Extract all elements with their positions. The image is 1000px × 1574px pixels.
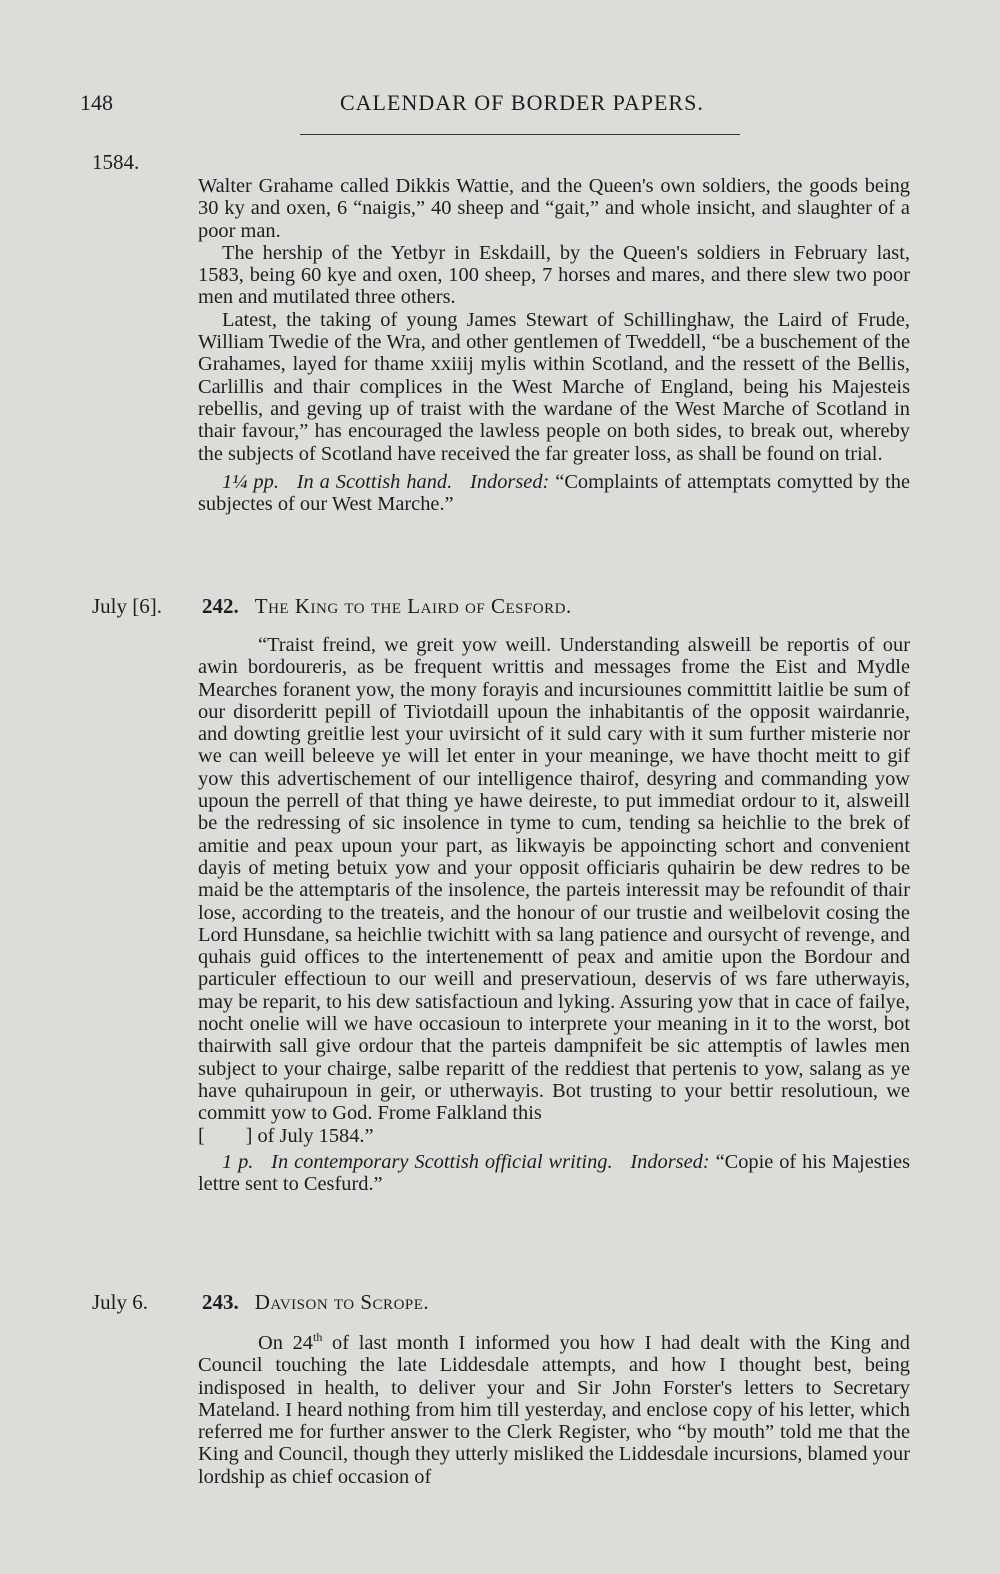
paragraph: Walter Grahame called Dikkis Wattie, and the Queen's own soldiers, the goods being 30 ky and oxen, 6 “naigis,” 40 sheep and “gait,” and whole insicht, and slaughter of a poor man.: [198, 175, 910, 242]
margin-year: 1584.: [92, 150, 140, 174]
page-header: [80, 90, 920, 130]
paragraph-start: On 24: [258, 1332, 314, 1354]
paragraph: The hership of the Yetbyr in Eskdaill, by the Queen's soldiers in February last, 1583, being 60 kye and oxen, 100 sheep, 7 horses and mares, and there slew two poor men and mutilated three others.: [198, 241, 910, 309]
entry-title: Davison to Scrope.: [254, 1290, 430, 1314]
note-indorsed-text: “Copie of his Majesties lettre sent to Cesfurd.”: [198, 1150, 911, 1196]
note-hand: In contemporary Scottish official writing.: [271, 1150, 613, 1173]
entry-242-body: [198, 634, 910, 1195]
entry-243-heading: [202, 1290, 429, 1315]
entry-243-body: [198, 1332, 910, 1488]
running-title: CALENDAR OF BORDER PAPERS.: [340, 90, 704, 115]
note-size: 1 p.: [222, 1150, 254, 1173]
note-indorsed-label: Indorsed:: [630, 1150, 710, 1173]
letter-closing: [ ] of July 1584.”: [198, 1124, 374, 1147]
superscript: th: [313, 1330, 323, 1345]
header-rule: [300, 134, 740, 135]
entry-number: 243.: [202, 1290, 239, 1314]
margin-date-243: July 6.: [92, 1290, 149, 1314]
entry-number: 242.: [202, 594, 239, 618]
entry-title: The King to the Laird of Cesford.: [254, 594, 572, 618]
paragraph: [198, 1332, 910, 1488]
note-indorsed-text: “Complaints of attemptats comytted by the subjectes of our West Marche.”: [198, 470, 911, 516]
margin-date-242: July [6].: [92, 594, 162, 618]
entry-241-continuation: [198, 175, 910, 515]
note-indorsed-label: Indorsed:: [470, 470, 550, 493]
letter-text: “Traist freind, we greit yow weill. Understanding alsweill be reportis of our awin bordoureris, as be frequent writtis and messages frome the Eist and Mydle Mearches foranent yow, the mony forayis and incursiounes committitt laitlie be sum of our disorderitt pepill of Tiviotdaill upoun the inhabitantis of the opposit wairdanrie, and dowting greitlie lest your uvirsicht of it suld cary with it sum further misterie nor we can weill beleeve ye will let enter in your meaninge, we have thocht meitt to gif yow this advertischement of our intelligence thairof, desyring and commanding yow upoun the perrell of that thing ye hawe deireste, to put immediat ordour to it, alsweill be the redressing of sic insolence in tyme to cum, tending sa heichlie to the brek of amitie and peax upoun your part, as likwayis be appoincting schort and convenient dayis of meting betuix yow and your opposit officiaris quhairin be dew redres to be maid be the attemptaris of the insolence, the parteis interessit may be refoundit of thair lose, according to the treateis, and the honour of our trustie and weilbelovit cosing the Lord Hunsdane, sa heichlie twichitt with sa lang patience and oursycht of revenge, and quhais guid offices to the intertenementt of peax and amitie upon the Bordour and particuler effectioun to our weill and preservatioun, deservis of ws fare utherwayis, may be reparit, to his dew satisfactioun and lyking. Assuring yow that in cace of failye, nocht onelie will we have occasioun to interprete your meaning in it to the worst, bot thairwith sall give ordour that the parteis dampnifeit be sic attemptis of lawles men subject to your chairge, salbe reparitt of the reddiest that pertenis to yow, salang as ye have quhairupoun in geir, or utherwayis. Bot trusting to your bettir resolutioun, we committ yow to God. Frome Falkland this: [198, 634, 910, 1125]
paragraph-rest: of last month I informed you how I had dealt with the King and Council touching the late Liddesdale attempts, and how I thought best, being indisposed in health, to deliver your and Sir John Forster's letters to Secretary Mateland. I heard nothing from him till yesterday, and enclose copy of his letter, which referred me for further answer to the Clerk Register, who “by mouth” told me that the King and Council, though they utterly misliked the Liddesdale incursions, blamed your lordship as chief occasion of: [198, 1332, 910, 1488]
note-hand: In a Scottish hand.: [296, 470, 453, 493]
note-size: 1¼ pp.: [222, 470, 279, 493]
page-number: 148: [80, 90, 113, 115]
document-note: [198, 471, 910, 516]
document-note: [198, 1151, 910, 1196]
entry-242-heading: [202, 594, 572, 619]
paragraph: Latest, the taking of young James Stewart of Schillinghaw, the Laird of Frude, William Twedie of the Wra, and other gentlemen of Tweddell, “be a buschement of the Grahames, layed for thame xxiiij mylis within Scotland, and the ressett of the Bellis, Carlillis and thair complices in the West Marche of England, being his Majesteis rebellis, and geving up of traist with the wardane of the West Marche of Scotland in thair favour,” has encouraged the lawless people on both sides, to break out, whereby the subjects of Scotland have received the far greater loss, as shall be found on trial.: [198, 308, 910, 465]
